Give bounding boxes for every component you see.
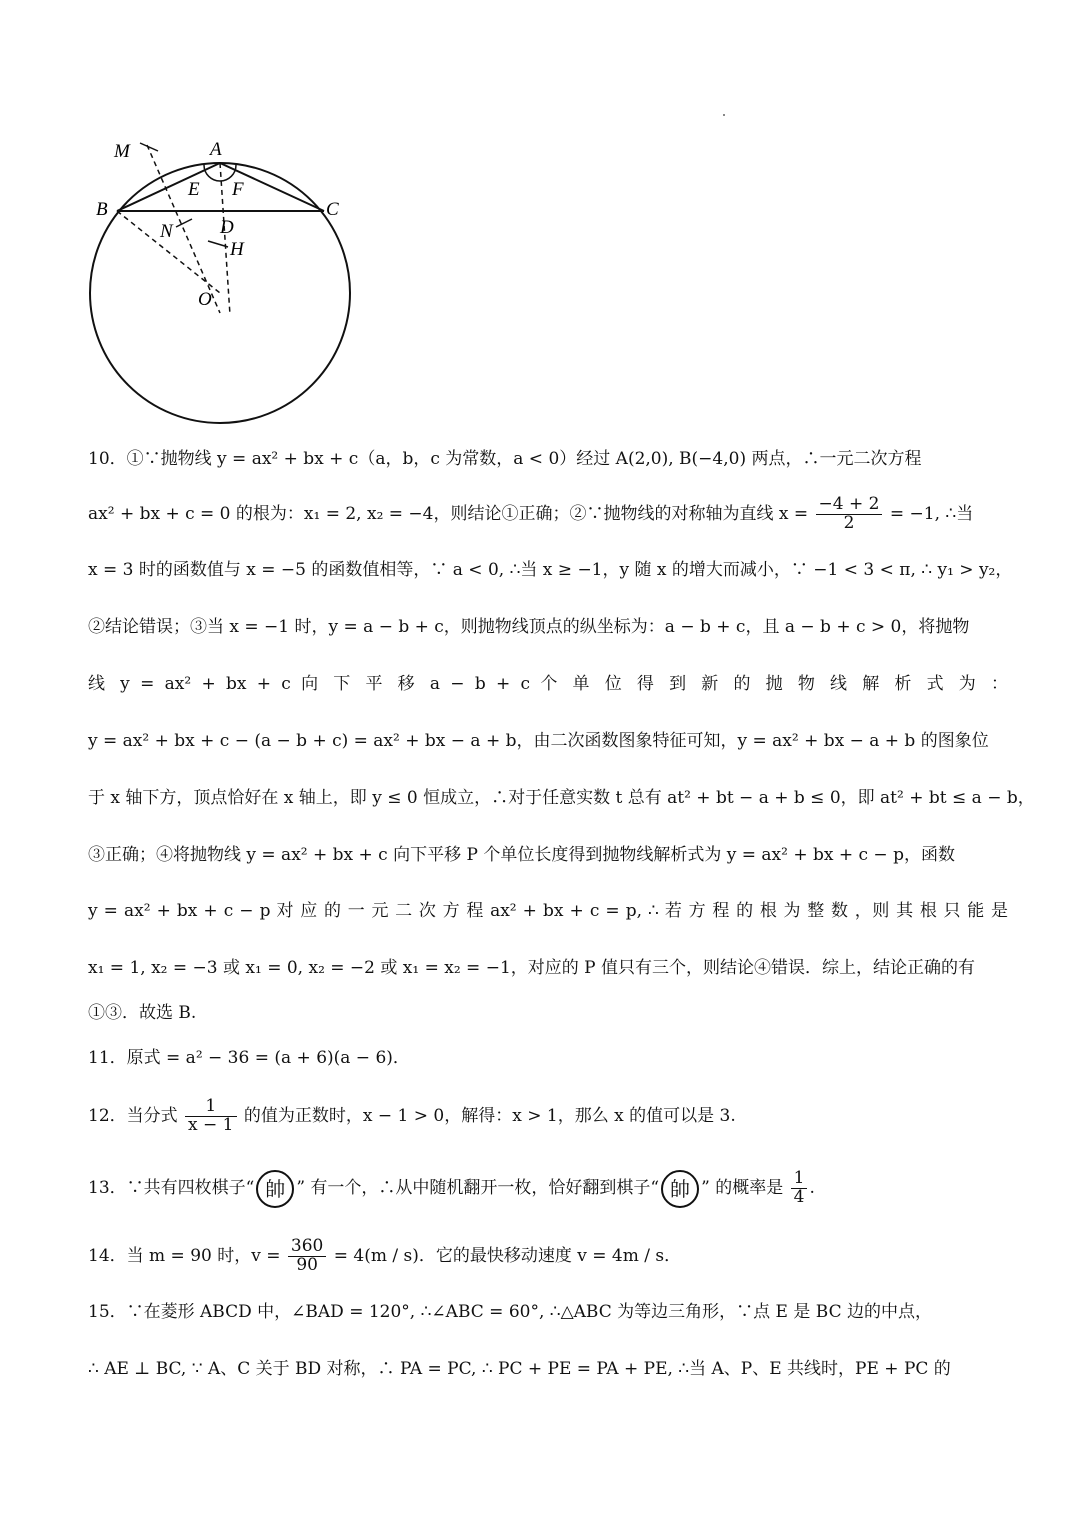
- fraction-probability-num: 1: [791, 1170, 808, 1189]
- label-o: O: [198, 289, 212, 310]
- mark-m: [140, 143, 158, 151]
- dashed-bisector-m: [147, 145, 220, 313]
- text-line-14a: 13．∵共有四枚棋子“: [88, 1178, 255, 1198]
- label-f: F: [232, 179, 244, 200]
- text-line-8: ③正确；④将抛物线 y = ax² + bx + c 向下平移 P 个单位长度得到抛物线解析式为 y = ax² + bx + c − p，函数: [88, 845, 955, 865]
- dashed-ad: [220, 163, 230, 315]
- label-c: C: [326, 199, 339, 220]
- text-line-11: ①③．故选 B.: [88, 1003, 197, 1023]
- text-line-3: x = 3 时的函数值与 x = −5 的函数值相等，∵ a < 0, ∴当 x ≥ −1，y 随 x 的增大而减小，∵ −1 < 3 < π, ∴ y₁ > y₂，: [88, 560, 1013, 580]
- scan-speck: [723, 114, 725, 116]
- label-d: D: [220, 217, 234, 238]
- text-line-7: 于 x 轴下方，顶点恰好在 x 轴上，即 y ≤ 0 恒成立，∴对于任意实数 t 总有 at² + bt − a + b ≤ 0，即 at² + bt ≤ a − b，: [88, 788, 1035, 808]
- mark-n: [176, 219, 192, 227]
- text-line-9: y = ax² + bx + c − p 对 应 的 一 元 二 次 方 程 ax² + bx + c = p, ∴ 若 方 程 的 根 为 整 数 ，则 其 根 只 能 是: [88, 901, 1008, 921]
- text-line-17: ∴ AE ⊥ BC, ∵ A、C 关于 BD 对称，∴ PA = PC, ∴ PC + PE = PA + PE, ∴当 A、P、E 共线时，PE + PC 的: [88, 1359, 951, 1379]
- text-line-2b: = −1, ∴当: [889, 504, 974, 524]
- fraction-axis-den: 2: [843, 513, 855, 533]
- label-e: E: [188, 179, 200, 200]
- text-line-13b: 的值为正数时，x − 1 > 0，解得：x > 1，那么 x 的值可以是 3.: [243, 1106, 736, 1126]
- label-h: H: [230, 239, 244, 260]
- text-line-12: 11．原式 = a² − 36 = (a + 6)(a − 6)．: [88, 1048, 410, 1068]
- text-line-14b: ” 有一个，∴从中随机翻开一枚，恰好翻到棋子“: [296, 1178, 660, 1198]
- fraction-axis-num: −4 + 2: [816, 496, 883, 515]
- chess-piece-icon-2: 帥: [661, 1170, 699, 1208]
- fraction-q12-num: 1: [185, 1098, 236, 1117]
- text-line-15a: 14．当 m = 90 时，v =: [88, 1246, 281, 1266]
- fraction-speed: [288, 1238, 326, 1275]
- text-line-4: ②结论错误；③当 x = −1 时，y = a − b + c，则抛物线顶点的纵坐标为：a − b + c，且 a − b + c > 0，将抛物: [88, 617, 970, 637]
- fraction-speed-num: 360: [288, 1238, 326, 1257]
- label-a: A: [210, 139, 222, 160]
- geometry-figure: [80, 125, 370, 425]
- fraction-axis: [816, 496, 883, 533]
- fraction-q12: [185, 1098, 236, 1135]
- text-line-2a: ax² + bx + c = 0 的根为：x₁ = 2, x₂ = −4，则结论①正确；②∵抛物线的对称轴为直线 x =: [88, 504, 809, 524]
- text-line-5: 线 y = ax² + bx + c 向 下 平 移 a − b + c 个 单 位 得 到 新 的 抛 物 线 解 析 式 为 ：: [88, 674, 1008, 694]
- text-line-15: [88, 1228, 1008, 1284]
- text-line-1: 10．①∵抛物线 y = ax² + bx + c（a，b，c 为常数，a < 0）经过 A(2,0), B(−4,0) 两点，∴一元二次方程: [88, 449, 922, 469]
- text-line-16: 15．∵在菱形 ABCD 中，∠BAD = 120°, ∴∠ABC = 60°, ∴△ABC 为等边三角形，∵点 E 是 BC 边的中点，: [88, 1302, 932, 1322]
- text-line-14c: ” 的概率是: [701, 1178, 784, 1198]
- label-m: M: [114, 141, 130, 162]
- label-b: B: [96, 199, 108, 220]
- fraction-speed-den: 90: [296, 1255, 318, 1275]
- fraction-q12-den: x − 1: [188, 1115, 234, 1135]
- fraction-probability: [791, 1170, 808, 1207]
- text-line-10: x₁ = 1, x₂ = −3 或 x₁ = 0, x₂ = −2 或 x₁ = x₂ = −1，对应的 P 值只有三个，则结论④错误．综上，结论正确的有: [88, 958, 976, 978]
- fraction-probability-den: 4: [793, 1187, 805, 1207]
- chess-piece-icon: 帥: [256, 1170, 294, 1208]
- text-line-13: [88, 1088, 1008, 1144]
- text-line-15b: = 4(m / s)．它的最快移动速度 v = 4m / s．: [333, 1246, 682, 1266]
- text-line-2: [88, 486, 1008, 542]
- text-line-13a: 12．当分式: [88, 1106, 178, 1126]
- label-n: N: [160, 221, 173, 242]
- text-line-14d: .: [809, 1178, 815, 1198]
- text-line-6: y = ax² + bx + c − (a − b + c) = ax² + bx − a + b，由二次函数图象特征可知，y = ax² + bx − a + b 的图象位: [88, 731, 989, 751]
- text-line-14: [88, 1160, 1008, 1216]
